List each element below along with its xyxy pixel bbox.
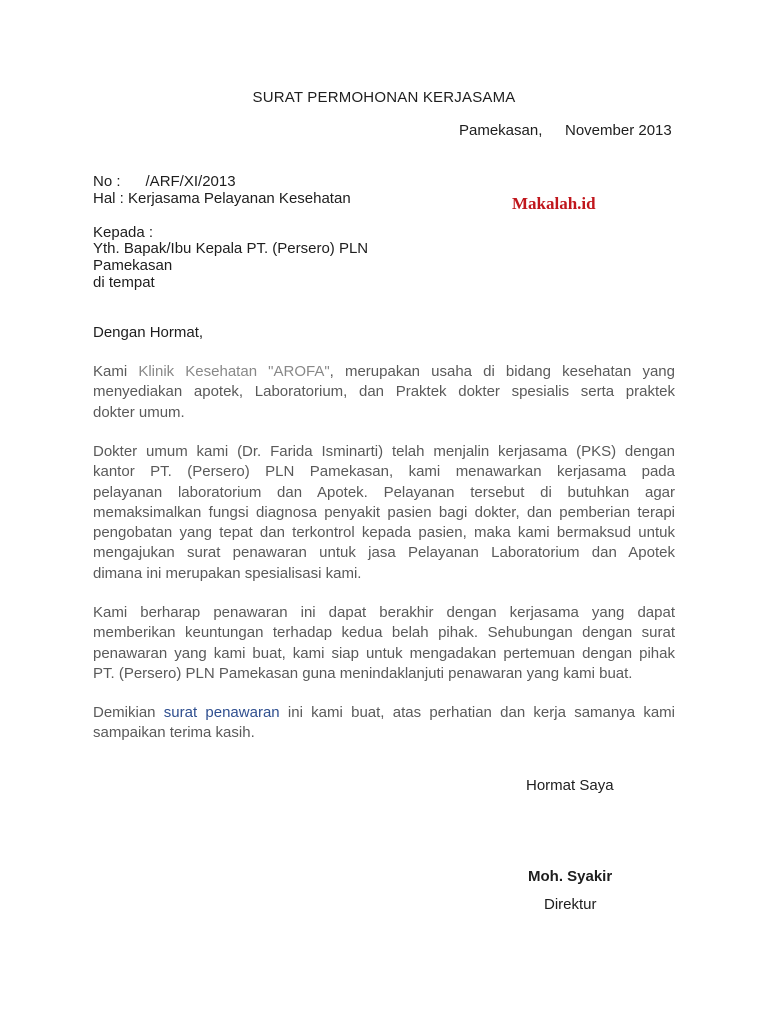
recipient-label: Kepada :	[93, 224, 154, 241]
paragraph-2-line-5: pengobatan yang tepat dan terkontrol kepada pasien, maka kami bermaksud untuk	[93, 524, 675, 542]
watermark-logo: Makalah.id	[512, 194, 596, 213]
paragraph-1-line-1	[93, 362, 675, 382]
p1-text-c: , merupakan usaha di bidang kesehatan yang	[329, 363, 675, 380]
signer-name: Moh. Syakir	[528, 868, 613, 885]
recipient-line-3: di tempat	[93, 274, 155, 291]
paragraph-3	[93, 603, 675, 684]
paragraph-2-line-6: mengajukan surat penawaran untuk jasa Pelayanan Laboratorium dan Apotek	[93, 544, 675, 562]
paragraph-3-line-2: memberikan keuntungan terhadap kedua belah pihak. Sehubungan dengan surat	[93, 624, 675, 642]
surat-penawaran-link[interactable]: surat penawaran	[163, 704, 280, 721]
paragraph-1	[93, 362, 675, 423]
letter-place: Pamekasan,	[459, 122, 543, 139]
recipient-line-2: Pamekasan	[93, 257, 173, 274]
paragraph-4-line-2: sampaikan terima kasih.	[93, 724, 255, 742]
paragraph-4-line-1	[93, 703, 675, 723]
recipient-line-1: Yth. Bapak/Ibu Kepala PT. (Persero) PLN	[93, 240, 369, 257]
paragraph-2-line-2: kantor PT. (Persero) PLN Pamekasan, kami menawarkan kerjasama pada	[93, 463, 675, 481]
paragraph-2-line-7: dimana ini merupakan spesialisasi kami.	[93, 564, 362, 582]
letter-subject: Hal : Kerjasama Pelayanan Kesehatan	[93, 190, 351, 207]
paragraph-1-line-2: menyediakan apotek, Laboratorium, dan Praktek dokter spesialis serta praktek	[93, 383, 675, 401]
paragraph-4	[93, 703, 675, 744]
paragraph-2-line-1: Dokter umum kami (Dr. Farida Isminarti) telah menjalin kerjasama (PKS) dengan	[93, 443, 675, 460]
number-label: No :	[93, 173, 121, 190]
closing: Hormat Saya	[526, 777, 614, 794]
p1-text-a: Kami	[93, 363, 128, 380]
clinic-name: Klinik Kesehatan "AROFA"	[138, 363, 330, 380]
paragraph-3-line-1: Kami berharap penawaran ini dapat berakhir dengan kerjasama yang dapat	[93, 604, 675, 621]
paragraph-3-line-3: penawaran yang kami buat, kami siap untuk mengadakan pertemuan dengan pihak	[93, 644, 675, 662]
p4-text-a: Demikian	[93, 704, 156, 721]
p4-text-c: ini kami buat, atas perhatian dan kerja samanya kami	[287, 704, 675, 721]
paragraph-2	[93, 442, 675, 584]
signer-title: Direktur	[544, 896, 597, 913]
letter-date: November 2013	[565, 122, 672, 139]
paragraph-3-line-4: PT. (Persero) PLN Pamekasan guna menindaklanjuti penawaran yang kami buat.	[93, 664, 633, 682]
number-value: /ARF/XI/2013	[145, 173, 236, 190]
letter-title: SURAT PERMOHONAN KERJASAMA	[252, 89, 516, 106]
paragraph-2-line-4: memaksimalkan fungsi diagnosa penyakit pasien bagi dokter, dan pemberian terapi	[93, 503, 675, 521]
paragraph-1-line-3: dokter umum.	[93, 403, 185, 421]
paragraph-2-line-3: pelayanan laboratorium dan Apotek. Pelayanan tersebut di butuhkan agar	[93, 483, 675, 501]
letter-number	[93, 173, 236, 190]
greeting: Dengan Hormat,	[93, 324, 204, 341]
